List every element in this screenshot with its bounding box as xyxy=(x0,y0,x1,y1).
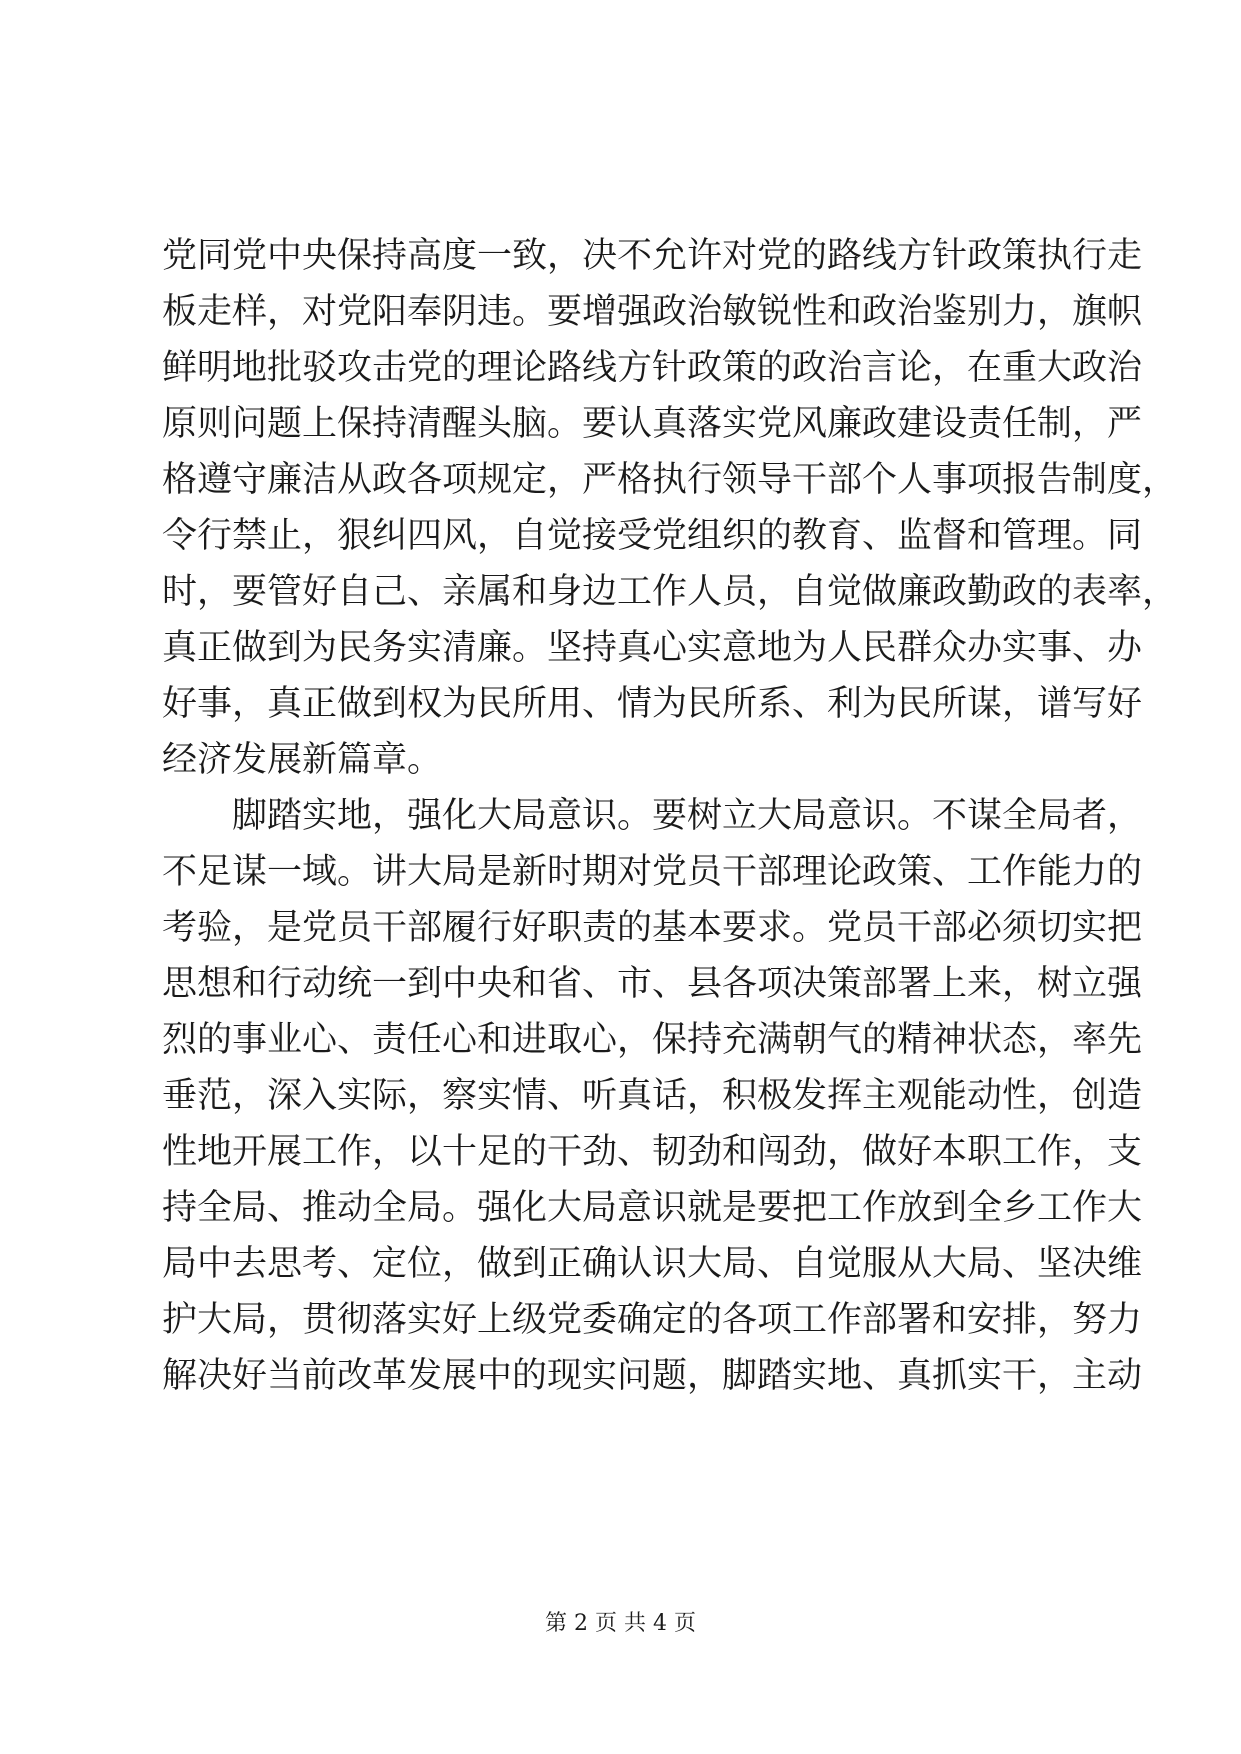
text-line: 护大局，贯彻落实好上级党委确定的各项工作部署和安排，努力 xyxy=(162,1300,1143,1340)
text-line: 好事，真正做到权为民所用、情为民所系、利为民所谋，谱写好 xyxy=(162,684,1143,724)
text-line: 考验，是党员干部履行好职责的基本要求。党员干部必须切实把 xyxy=(162,908,1143,948)
text-line: 格遵守廉洁从政各项规定，严格执行领导干部个人事项报告制度， xyxy=(162,460,1178,500)
text-line: 持全局、推动全局。强化大局意识就是要把工作放到全乡工作大 xyxy=(162,1188,1143,1228)
text-line: 不足谋一域。讲大局是新时期对党员干部理论政策、工作能力的 xyxy=(162,852,1143,892)
text-line: 经济发展新篇章。 xyxy=(162,740,443,780)
body-text xyxy=(162,228,1178,1404)
text-line: 时，要管好自己、亲属和身边工作人员，自觉做廉政勤政的表率， xyxy=(162,572,1178,612)
text-line: 党同党中央保持高度一致，决不允许对党的路线方针政策执行走 xyxy=(162,236,1143,276)
text-line: 解决好当前改革发展中的现实问题，脚踏实地、真抓实干，主动 xyxy=(162,1356,1143,1396)
text-line: 思想和行动统一到中央和省、市、县各项决策部署上来，树立强 xyxy=(162,964,1143,1004)
text-line: 性地开展工作，以十足的干劲、韧劲和闯劲，做好本职工作，支 xyxy=(162,1132,1143,1172)
text-line: 局中去思考、定位，做到正确认识大局、自觉服从大局、坚决维 xyxy=(162,1244,1143,1284)
page-number-footer: 第 2 页 共 4 页 xyxy=(545,1611,696,1636)
text-line: 令行禁止，狠纠四风，自觉接受党组织的教育、监督和管理。同 xyxy=(162,516,1143,556)
text-line: 原则问题上保持清醒头脑。要认真落实党风廉政建设责任制，严 xyxy=(162,404,1143,444)
text-line: 真正做到为民务实清廉。坚持真心实意地为人民群众办实事、办 xyxy=(162,628,1143,668)
text-line: 鲜明地批驳攻击党的理论路线方针政策的政治言论，在重大政治 xyxy=(162,348,1143,388)
text-line: 垂范，深入实际，察实情、听真话，积极发挥主观能动性，创造 xyxy=(162,1076,1143,1116)
text-line: 烈的事业心、责任心和进取心，保持充满朝气的精神状态，率先 xyxy=(162,1020,1143,1060)
paragraph-first-line: 脚踏实地，强化大局意识。要树立大局意识。不谋全局者， xyxy=(232,796,1143,836)
text-line: 板走样，对党阳奉阴违。要增强政治敏锐性和政治鉴别力，旗帜 xyxy=(162,292,1143,332)
